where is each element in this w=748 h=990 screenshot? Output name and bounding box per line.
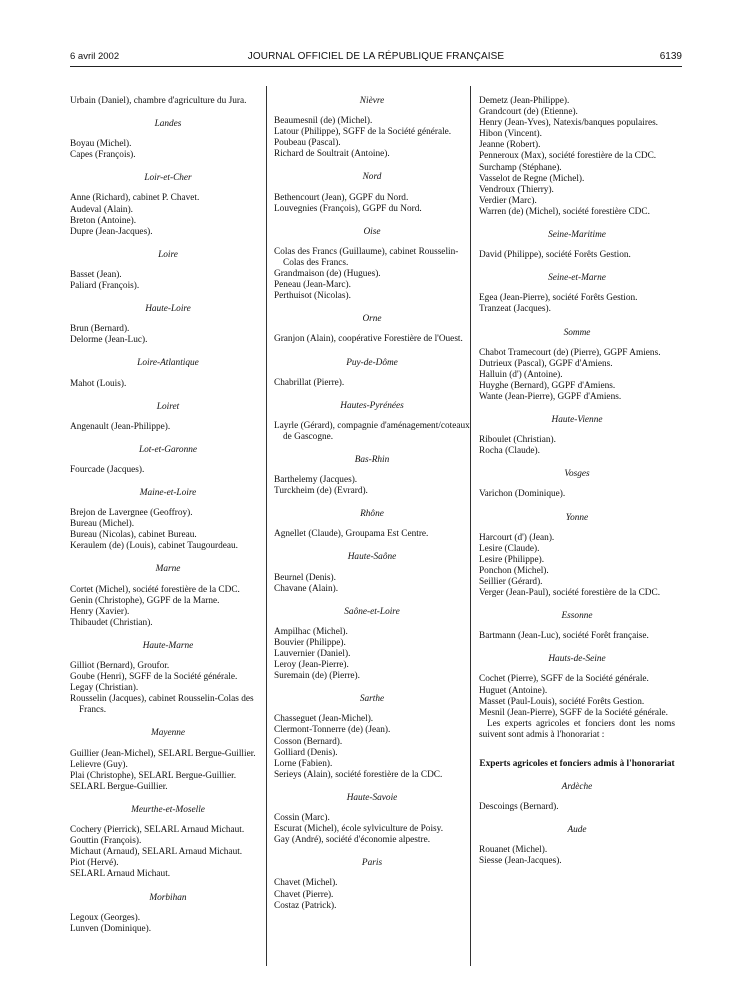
department-heading: Nièvre bbox=[359, 96, 385, 106]
list-entry: Henry (Xavier). bbox=[70, 606, 130, 617]
page-number: 6139 bbox=[659, 51, 682, 62]
department-heading: Saône-et-Loire bbox=[344, 606, 400, 617]
department-heading: Puy-de-Dôme bbox=[346, 357, 398, 368]
list-entry: Bethencourt (Jean), GGPF du Nord. bbox=[274, 192, 409, 203]
list-entry: Verdier (Marc). bbox=[479, 195, 537, 206]
list-entry: Breton (Antoine). bbox=[70, 215, 137, 226]
list-entry: Mesnil (Jean-Pierre), SGFF de la Société générale. bbox=[479, 707, 668, 718]
list-entry: Bureau (Nicolas), cabinet Bureau. bbox=[70, 530, 197, 541]
list-entry: Urbain (Daniel), chambre d'agriculture du Jura. bbox=[70, 96, 247, 106]
list-entry: Latour (Philippe), SGFF de la Société générale. bbox=[274, 127, 452, 138]
list-entry: Lesire (Philippe). bbox=[479, 554, 545, 565]
list-entry: Barthelemy (Jacques). bbox=[274, 475, 358, 486]
list-entry: Leroy (Jean-Pierre). bbox=[274, 660, 349, 671]
list-entry: Agnellet (Claude), Groupama Est Centre. bbox=[274, 529, 429, 540]
list-entry: Chasseguet (Jean-Michel). bbox=[274, 714, 374, 725]
list-entry: Lauvernier (Daniel). bbox=[274, 649, 351, 659]
list-entry: Bouvier (Philippe). bbox=[274, 637, 346, 648]
list-entry: Brun (Bernard). bbox=[70, 324, 130, 335]
list-entry: Boyau (Michel). bbox=[70, 139, 132, 150]
list-entry: Lesire (Claude). bbox=[479, 543, 540, 554]
list-entry: Paliard (François). bbox=[70, 281, 140, 292]
page-header bbox=[70, 51, 682, 65]
header-rule bbox=[70, 66, 682, 67]
department-heading: Hauts-de-Seine bbox=[548, 654, 606, 665]
department-heading: Loire-Atlantique bbox=[137, 358, 199, 369]
list-entry: Costaz (Patrick). bbox=[274, 900, 337, 911]
list-entry: David (Philippe), société Forêts Gestion. bbox=[479, 250, 631, 261]
list-entry: Delorme (Jean-Luc). bbox=[70, 335, 148, 346]
list-entry: Richard de Soultrait (Antoine). bbox=[274, 149, 390, 160]
intro-paragraph: Les experts agricoles et fonciers dont les noms suivent sont admis à l'honorariat : bbox=[479, 718, 675, 740]
list-entry: Perthuisot (Nicolas). bbox=[274, 291, 351, 302]
list-entry: Beaumesnil (de) (Michel). bbox=[274, 116, 373, 127]
list-entry: Layrle (Gérard), compagnie d'aménagement/coteaux de Gascogne. bbox=[274, 420, 470, 442]
list-entry: Louvegnies (François), GGPF du Nord. bbox=[274, 203, 422, 214]
list-entry: Siesse (Jean-Jacques). bbox=[479, 856, 562, 867]
list-entry: Plai (Christophe), SELARL Bergue-Guillier. bbox=[70, 770, 237, 781]
list-entry: Riboulet (Christian). bbox=[479, 435, 556, 446]
list-entry: Cochery (Pierrick), SELARL Arnaud Michaut. bbox=[70, 825, 245, 836]
department-heading: Nord bbox=[362, 172, 382, 183]
department-heading: Somme bbox=[563, 327, 591, 338]
list-entry: Capes (François). bbox=[70, 150, 136, 161]
list-entry: Henry (Jean-Yves), Natexis/banques populaires. bbox=[479, 118, 659, 129]
list-entry: Seillier (Gérard). bbox=[479, 577, 543, 587]
department-heading: Vosges bbox=[564, 469, 590, 480]
list-entry: Anne (Richard), cabinet P. Chavet. bbox=[70, 193, 200, 204]
list-entry: Grandmaison (de) (Hugues). bbox=[274, 269, 381, 280]
department-heading: Yonne bbox=[565, 512, 589, 523]
department-heading: Haute-Vienne bbox=[551, 415, 603, 426]
department-heading: Oise bbox=[363, 226, 381, 237]
list-entry: Gay (André), société d'économie alpestre. bbox=[274, 835, 431, 846]
list-entry: Michaut (Arnaud), SELARL Arnaud Michaut. bbox=[70, 847, 243, 858]
list-entry: Granjon (Alain), coopérative Forestière de l'Ouest. bbox=[274, 334, 463, 345]
list-entry: Tranzeat (Jacques). bbox=[479, 304, 551, 315]
list-entry: Egea (Jean-Pierre), société Forêts Gestion. bbox=[479, 293, 638, 304]
column-left bbox=[70, 96, 266, 935]
department-heading: Essonne bbox=[561, 611, 593, 622]
list-entry: Cochet (Pierre), SGFF de la Société générale. bbox=[479, 674, 649, 685]
department-heading: Meurthe-et-Moselle bbox=[131, 804, 205, 815]
list-entry: Rousselin (Jacques), cabinet Rousselin-Colas des Francs. bbox=[70, 694, 254, 716]
list-entry: Guillier (Jean-Michel), SELARL Bergue-Guillier. bbox=[70, 748, 256, 759]
column-right bbox=[479, 96, 675, 868]
list-entry: Gouttin (François). bbox=[70, 836, 142, 847]
column-middle bbox=[274, 96, 470, 912]
list-entry: Chavet (Pierre). bbox=[274, 889, 334, 900]
list-entry: Clermont-Tonnerre (de) (Jean). bbox=[274, 725, 391, 736]
department-heading: Lot-et-Garonne bbox=[138, 444, 197, 455]
list-entry: Lelievre (Guy). bbox=[70, 759, 128, 770]
department-heading: Loire bbox=[158, 249, 178, 260]
list-entry: Keraulem (de) (Louis), cabinet Taugourdeau. bbox=[70, 541, 239, 552]
list-entry: Thibaudet (Christian). bbox=[70, 617, 153, 628]
list-entry: Chavet (Michel). bbox=[274, 878, 338, 889]
list-entry: Audeval (Alain). bbox=[70, 204, 133, 215]
list-entry: Fourcade (Jacques). bbox=[70, 464, 145, 475]
list-entry: Legay (Christian). bbox=[70, 683, 139, 694]
column-divider bbox=[470, 86, 471, 966]
department-heading: Rhône bbox=[360, 509, 384, 520]
department-heading: Maine-et-Loire bbox=[139, 487, 197, 498]
list-entry: Cossin (Marc). bbox=[274, 813, 330, 824]
list-entry: SELARL Bergue-Guillier. bbox=[70, 781, 168, 792]
list-entry: Legoux (Georges). bbox=[70, 912, 141, 923]
header-date: 6 avril 2002 bbox=[70, 51, 120, 62]
list-entry: Escurat (Michel), école sylviculture de Poisy. bbox=[274, 824, 444, 835]
list-entry: Basset (Jean). bbox=[70, 269, 122, 280]
list-entry: Grandcourt (de) (Etienne). bbox=[479, 107, 578, 118]
list-entry: Cosson (Bernard). bbox=[274, 736, 343, 747]
list-entry: Ponchon (Michel). bbox=[479, 565, 549, 576]
list-entry: Verger (Jean-Paul), société forestière de la CDC. bbox=[479, 588, 661, 599]
list-entry: Harcourt (d') (Jean). bbox=[479, 532, 555, 543]
list-entry: Rouanet (Michel). bbox=[479, 845, 548, 856]
list-entry: Serieys (Alain), société forestière de la CDC. bbox=[274, 769, 443, 780]
list-entry: Huguet (Antoine). bbox=[479, 685, 548, 696]
list-entry: Huyghe (Bernard), GGPF d'Amiens. bbox=[479, 380, 616, 391]
list-entry: Brejon de Lavergnee (Geoffroy). bbox=[70, 508, 193, 519]
department-heading: Haute-Saône bbox=[347, 552, 397, 563]
department-heading: Marne bbox=[155, 564, 181, 575]
list-entry: Beurnel (Denis). bbox=[274, 572, 336, 583]
list-entry: Chabot Tramecourt (de) (Pierre), GGPF Amiens. bbox=[479, 347, 661, 358]
list-entry: Gilliot (Bernard), Groufor. bbox=[70, 661, 170, 671]
list-entry: Masset (Paul-Louis), société Forêts Gestion. bbox=[479, 696, 645, 707]
list-entry: Bureau (Michel). bbox=[70, 519, 135, 530]
list-entry: Rocha (Claude). bbox=[479, 446, 540, 457]
department-heading: Orne bbox=[362, 314, 382, 325]
department-heading: Loiret bbox=[156, 401, 180, 412]
department-heading: Landes bbox=[154, 119, 182, 130]
list-entry: Mahot (Louis). bbox=[70, 378, 127, 389]
list-entry: Demetz (Jean-Philippe). bbox=[479, 96, 570, 106]
list-entry: Dupre (Jean-Jacques). bbox=[70, 226, 153, 237]
department-heading: Seine-et-Marne bbox=[548, 273, 606, 284]
list-entry: Turckheim (de) (Evrard). bbox=[274, 486, 368, 497]
list-entry: Varichon (Dominique). bbox=[479, 489, 566, 500]
list-entry: Warren (de) (Michel), société forestière CDC. bbox=[479, 206, 650, 217]
department-heading: Haute-Marne bbox=[142, 640, 194, 651]
list-entry: Goube (Henri), SGFF de la Société générale. bbox=[70, 672, 238, 683]
list-entry: Colas des Francs (Guillaume), cabinet Rousselin-Colas des Francs. bbox=[274, 246, 459, 268]
list-entry: Piot (Hervé). bbox=[70, 858, 119, 869]
list-entry: Suremain (de) (Pierre). bbox=[274, 671, 360, 682]
list-entry: Lorne (Fabien). bbox=[274, 758, 333, 769]
department-heading: Haute-Savoie bbox=[346, 792, 398, 803]
list-entry: Chavane (Alain). bbox=[274, 583, 339, 594]
department-heading: Morbihan bbox=[149, 892, 187, 903]
list-entry: Dutrieux (Pascal), GGPF d'Amiens. bbox=[479, 358, 613, 369]
list-entry: Angenault (Jean-Philippe). bbox=[70, 421, 171, 432]
list-entry: Chabrillat (Pierre). bbox=[274, 377, 345, 388]
department-heading: Ardèche bbox=[561, 782, 593, 793]
list-entry: Vendroux (Thierry). bbox=[479, 184, 554, 195]
list-entry: SELARL Arnaud Michaut. bbox=[70, 869, 171, 880]
list-entry: Jeanne (Robert). bbox=[479, 140, 541, 151]
department-heading: Bas-Rhin bbox=[354, 454, 390, 465]
list-entry: Bartmann (Jean-Luc), société Forêt française. bbox=[479, 631, 649, 642]
department-heading: Aude bbox=[567, 825, 587, 836]
list-entry: Vasselot de Regne (Michel). bbox=[479, 173, 585, 184]
section-title: Experts agricoles et fonciers admis à l'honorariat bbox=[479, 759, 675, 770]
list-entry: Wante (Jean-Pierre), GGPF d'Amiens. bbox=[479, 391, 622, 402]
list-entry: Poubeau (Pascal). bbox=[274, 138, 341, 149]
list-entry: Halluin (d') (Antoine). bbox=[479, 369, 563, 380]
column-divider bbox=[266, 86, 267, 966]
list-entry: Surchamp (Stéphane). bbox=[479, 162, 562, 173]
journal-title: JOURNAL OFFICIEL DE LA RÉPUBLIQUE FRANÇAISE bbox=[247, 51, 505, 62]
list-entry: Cortet (Michel), société forestière de la CDC. bbox=[70, 584, 240, 595]
list-entry: Genin (Christophe), GGPF de la Marne. bbox=[70, 595, 220, 606]
department-heading: Loir-et-Cher bbox=[144, 173, 192, 184]
department-heading: Haute-Loire bbox=[145, 304, 191, 315]
list-entry: Golliard (Denis). bbox=[274, 747, 338, 758]
department-heading: Seine-Maritime bbox=[548, 230, 606, 241]
department-heading: Mayenne bbox=[150, 728, 186, 739]
list-entry: Ampilhac (Michel). bbox=[274, 626, 348, 637]
department-heading: Paris bbox=[361, 858, 383, 869]
department-heading: Hautes-Pyrénées bbox=[340, 400, 404, 411]
department-heading: Sarthe bbox=[359, 694, 385, 705]
list-entry: Penneroux (Max), société forestière de la CDC. bbox=[479, 151, 657, 162]
list-entry: Descoings (Bernard). bbox=[479, 802, 559, 813]
list-entry: Lunven (Dominique). bbox=[70, 923, 152, 934]
list-entry: Peneau (Jean-Marc). bbox=[274, 280, 351, 291]
list-entry: Hibon (Vincent). bbox=[479, 129, 542, 140]
